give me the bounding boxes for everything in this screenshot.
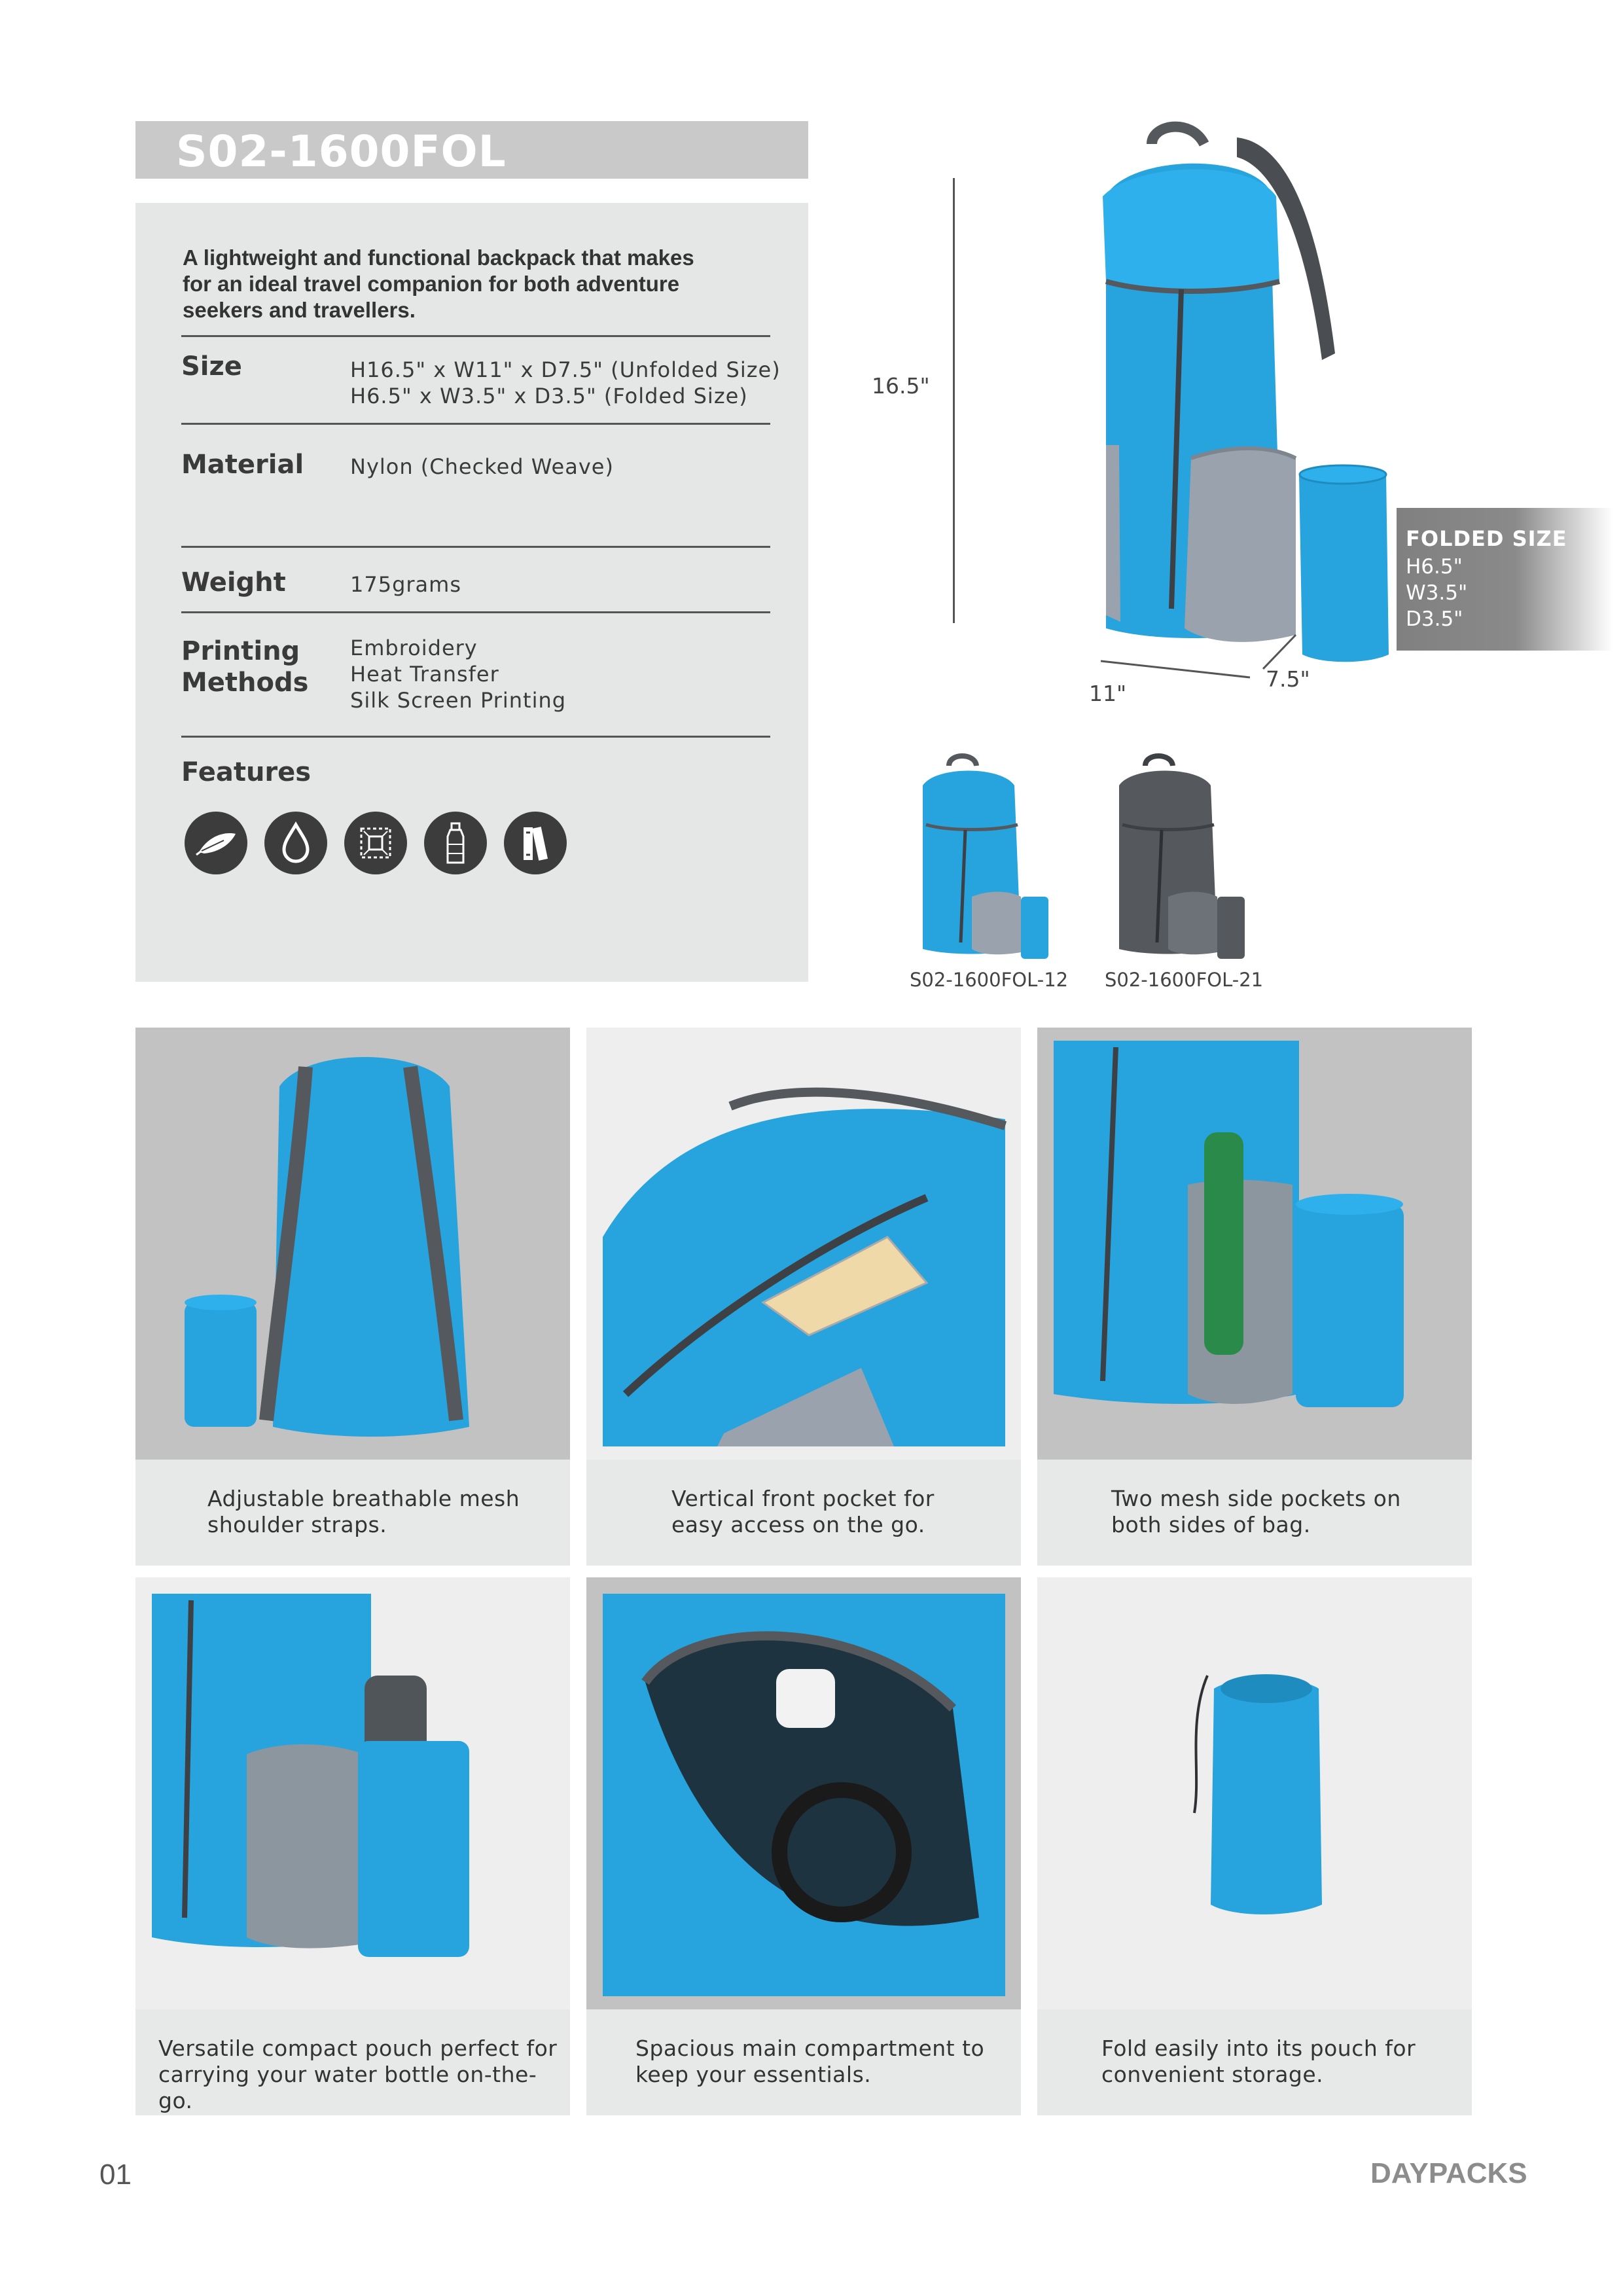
- caption-line: keep your essentials.: [635, 2062, 872, 2087]
- divider: [181, 335, 770, 337]
- feature-card-straps: [135, 1028, 570, 1566]
- straps-photo: [135, 1028, 570, 1460]
- variant-grey-image[interactable]: [1086, 753, 1283, 969]
- variant-blue-image[interactable]: [890, 753, 1086, 969]
- front-pocket-photo: [586, 1028, 1021, 1460]
- material-label: Material: [181, 450, 304, 480]
- caption-line: carrying your water bottle on-the-go.: [158, 2062, 537, 2113]
- width-dimension: 11": [1089, 681, 1127, 706]
- weight-value: 175grams: [350, 572, 461, 597]
- printing-method: Embroidery: [350, 636, 478, 660]
- weight-label: Weight: [181, 567, 286, 598]
- folded-depth: D3.5": [1406, 607, 1463, 631]
- feature-card-front-pocket: [586, 1028, 1021, 1566]
- divider: [181, 611, 770, 613]
- printing-label: Printing: [181, 636, 300, 666]
- caption-line: both sides of bag.: [1111, 1512, 1311, 1537]
- feature-card-main-compartment: [586, 1577, 1021, 2115]
- spec-panel: [135, 203, 808, 982]
- height-dimension-line: [953, 178, 955, 623]
- variant-code: S02-1600FOL-21: [1105, 969, 1264, 991]
- card-caption: [671, 1486, 935, 1538]
- printing-method: Heat Transfer: [350, 662, 499, 687]
- printing-label-2: Methods: [181, 668, 309, 698]
- variant-code: S02-1600FOL-12: [910, 969, 1069, 991]
- caption-line: Vertical front pocket for: [671, 1486, 935, 1511]
- material-value: Nylon (Checked Weave): [350, 454, 614, 479]
- feature-card-side-pockets: [1037, 1028, 1472, 1566]
- height-dimension: 16.5": [872, 373, 930, 399]
- bottle-icon: [424, 812, 487, 874]
- folded-height: H6.5": [1406, 555, 1463, 579]
- product-code: S02-1600FOL: [176, 126, 507, 177]
- card-caption: [158, 2036, 570, 2114]
- caption-line: convenient storage.: [1101, 2062, 1324, 2087]
- caption-line: Versatile compact pouch perfect for: [158, 2036, 558, 2061]
- printing-method: Silk Screen Printing: [350, 688, 567, 713]
- caption-line: Two mesh side pockets on: [1111, 1486, 1401, 1511]
- size-label: Size: [181, 351, 242, 382]
- caption-line: Spacious main compartment to: [635, 2036, 985, 2061]
- caption-line: easy access on the go.: [671, 1512, 925, 1537]
- caption-line: Fold easily into its pouch for: [1101, 2036, 1416, 2061]
- caption-line: shoulder straps.: [207, 1512, 387, 1537]
- folded-pouch-photo: [1037, 1577, 1472, 2009]
- size-folded: H6.5" x W3.5" x D3.5" (Folded Size): [350, 384, 748, 408]
- folded-size-title: FOLDED SIZE: [1406, 526, 1567, 551]
- folded-size-box: [1397, 508, 1613, 651]
- feature-card-fold: [1037, 1577, 1472, 2115]
- caption-line: Adjustable breathable mesh: [207, 1486, 520, 1511]
- page-number: 01: [99, 2159, 132, 2191]
- feather-icon: [185, 812, 247, 874]
- size-unfolded: H16.5" x W11" x D7.5" (Unfolded Size): [350, 357, 781, 382]
- section-name: DAYPACKS: [1370, 2157, 1527, 2189]
- divider: [181, 546, 770, 548]
- side-pockets-photo: [1037, 1028, 1472, 1460]
- main-compartment-photo: [586, 1577, 1021, 2009]
- product-title-bar: [135, 121, 808, 179]
- depth-dimension: 7.5": [1266, 666, 1310, 692]
- compact-fold-icon: [344, 812, 407, 874]
- features-label: Features: [181, 757, 312, 787]
- divider: [181, 736, 770, 738]
- books-icon: [504, 812, 567, 874]
- feature-card-pouch: [135, 1577, 570, 2115]
- folded-width: W3.5": [1406, 581, 1468, 605]
- bottle-pouch-photo: [135, 1577, 570, 2009]
- water-drop-icon: [264, 812, 327, 874]
- card-caption: [1101, 2036, 1416, 2088]
- card-caption: [1111, 1486, 1401, 1538]
- card-caption: [635, 2036, 984, 2088]
- hero-backpack-image: [955, 118, 1453, 694]
- divider: [181, 423, 770, 425]
- card-caption: [207, 1486, 520, 1538]
- product-intro: A lightweight and functional backpack that makes for an ideal travel companion for both adventure seekers and travellers.: [183, 245, 694, 322]
